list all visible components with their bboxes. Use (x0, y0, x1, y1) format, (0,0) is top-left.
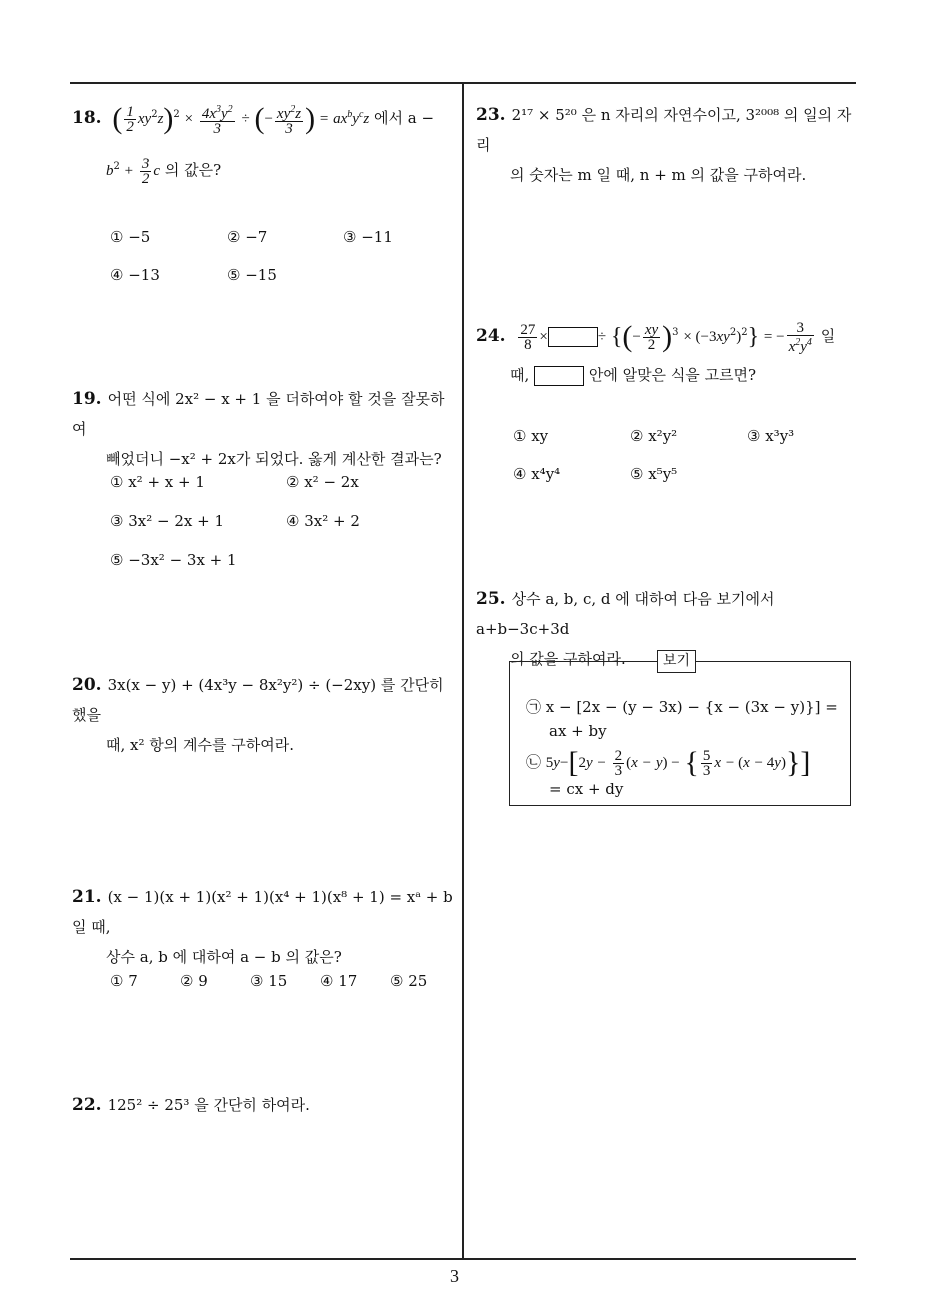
q20-line2: 때, x² 항의 계수를 구하여라. (106, 736, 294, 754)
q20-line1: 3x(x − y) + (4x³y − 8x²y²) ÷ (−2xy) 를 간단히 했을 (72, 676, 444, 724)
q18-equation-tail: 에서 a − (374, 109, 435, 127)
q21-option-5[interactable]: ⑤ 25 (390, 972, 428, 990)
question-number: 21. (72, 887, 102, 907)
q18-option-5[interactable]: ⑤ −15 (227, 266, 277, 284)
page-number: 3 (450, 1266, 459, 1286)
q18-equation: ( $\frac{1}{2}$ $xy^2z)^2$ × $\frac{4x^3y^2}{3}$ ÷ (− $\frac{xy^2z}{3}$ ) = $ax^by^cz$ (112, 102, 370, 137)
question-number: 23. (476, 105, 506, 125)
question-number: 18. (72, 108, 102, 128)
question-number: 24. (476, 326, 506, 346)
q19-option-1[interactable]: ① x² + x + 1 (110, 473, 205, 491)
q21-option-1[interactable]: ① 7 (110, 972, 138, 990)
q25-item2-line1: ㉡ 5y−[2y − $\frac{2}{3}$ (x − y) − { $\frac{5}{3}$ x − (x − 4y)}] (526, 746, 811, 779)
question-19 (72, 384, 457, 474)
q19-line2: 빼었더니 −x² + 2x가 되었다. 옳게 계산한 결과는? (106, 450, 442, 468)
question-number: 19. (72, 389, 102, 409)
q21-option-4[interactable]: ④ 17 (320, 972, 358, 990)
q24-line1-tail: 일 (820, 327, 836, 345)
question-number: 22. (72, 1095, 102, 1115)
q18-option-3[interactable]: ③ −11 (343, 228, 393, 246)
q19-option-2[interactable]: ② x² − 2x (286, 473, 359, 491)
q18-line2-tail: 의 값은? (164, 161, 222, 179)
question-23 (476, 100, 861, 190)
q24-option-4[interactable]: ④ x⁴y⁴ (513, 465, 561, 483)
q21-option-3[interactable]: ③ 15 (250, 972, 288, 990)
q24-blank-box-2 (534, 366, 584, 386)
q24-equation: $\frac{27}{8}$ × ÷ {(− $\frac{xy}{2}$ )$^3 \times (-3xy^2)^2$} = − $\frac{3}{x^2y^4}$ (520, 319, 812, 355)
q25-item1-line1: ㉠ x − [2x − (y − 3x) − {x − (3x − y)}] = (526, 698, 838, 716)
q24-blank-box (548, 327, 598, 347)
q25-item2-mark: ㉡ (526, 753, 542, 771)
question-number: 25. (476, 589, 506, 609)
q24-line2-post: 안에 알맞은 식을 고르면? (588, 366, 757, 384)
q24-line2-pre: 때, (510, 366, 530, 384)
q19-option-3[interactable]: ③ 3x² − 2x + 1 (110, 512, 224, 530)
question-24 (476, 318, 861, 354)
bottom-rule (70, 1258, 856, 1260)
q21-line1: (x − 1)(x + 1)(x² + 1)(x⁴ + 1)(x⁸ + 1) = xᵃ + b 일 때, (72, 888, 453, 936)
q24-option-2[interactable]: ② x²y² (630, 427, 678, 445)
question-20 (72, 670, 457, 760)
q18-line2: $b^2$ + $\frac{3}{2}$ c 의 값은? (106, 155, 222, 187)
q22-line1: 125² ÷ 25³ 을 간단히 하여라. (107, 1096, 310, 1114)
q18-option-4[interactable]: ④ −13 (110, 266, 160, 284)
q25-line2: 의 값을 구하여라. (510, 650, 626, 668)
q19-option-5[interactable]: ⑤ −3x² − 3x + 1 (110, 551, 237, 569)
q18-option-2[interactable]: ② −7 (227, 228, 268, 246)
q24-option-1[interactable]: ① xy (513, 427, 549, 445)
question-number: 20. (72, 675, 102, 695)
q18-option-1[interactable]: ① −5 (110, 228, 151, 246)
q23-line2: 의 숫자는 m 일 때, n + m 의 값을 구하여라. (510, 166, 807, 184)
q24-option-5[interactable]: ⑤ x⁵y⁵ (630, 465, 678, 483)
q25-line1: 상수 a, b, c, d 에 대하여 다음 보기에서 a+b−3c+3d (476, 590, 775, 638)
q21-line2: 상수 a, b 에 대하여 a − b 의 값은? (106, 948, 342, 966)
q24-line2 (510, 360, 756, 390)
question-21 (72, 882, 457, 972)
question-18 (72, 100, 457, 136)
q23-line1: 2¹⁷ × 5²⁰ 은 n 자리의 자연수이고, 3²⁰⁰⁸ 의 일의 자리 (476, 106, 852, 154)
q19-line1: 어떤 식에 2x² − x + 1 을 더하여야 할 것을 잘못하여 (72, 390, 445, 438)
q24-option-3[interactable]: ③ x³y³ (747, 427, 795, 445)
q19-option-4[interactable]: ④ 3x² + 2 (286, 512, 360, 530)
q21-option-2[interactable]: ② 9 (180, 972, 208, 990)
q25-item1-line2: ax + by (549, 722, 607, 740)
column-divider (462, 82, 464, 1260)
q25-item2-line2: = cx + dy (549, 780, 624, 798)
question-22 (72, 1090, 457, 1120)
example-box-title: 보기 (657, 650, 696, 673)
